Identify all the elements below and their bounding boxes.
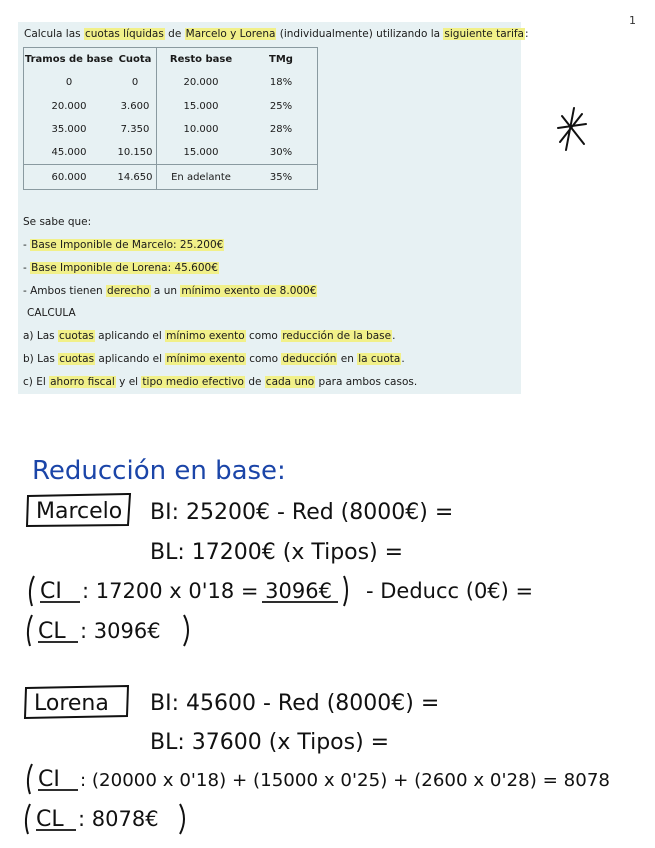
table-row	[24, 165, 318, 189]
marcelo-ci-label: CI	[40, 579, 62, 604]
intro-highlight-3: siguiente tarifa	[444, 28, 524, 40]
table-cell: 45.000	[51, 147, 87, 159]
question-highlight: cuotas	[59, 353, 95, 365]
question-highlight: tipo medio efectivo	[142, 376, 244, 388]
lorena-name: Lorena	[34, 691, 109, 716]
marcelo-ci-expr: : 17200 x 0'18 = 3096€	[82, 579, 332, 603]
intro-text	[24, 28, 529, 40]
table-cell: 30%	[269, 147, 293, 159]
table-cell: 15.000	[183, 147, 219, 159]
bracket	[30, 576, 34, 606]
question-a	[23, 330, 395, 342]
intro-highlight-1: cuotas líquidas	[84, 28, 164, 40]
statement-marcelo-base	[23, 239, 224, 251]
calcula-heading: CALCULA	[27, 307, 76, 319]
exercise-statement	[18, 22, 529, 394]
table-row	[24, 118, 318, 141]
lorena-cl-label: CL	[36, 807, 64, 832]
statement-prefix: -	[23, 239, 31, 251]
question-text: y el	[115, 376, 142, 388]
lorena-bl-line: BL: 37600 (x Tipos) =	[150, 730, 390, 755]
lorena-ci-label: CI	[38, 767, 60, 792]
intro-mid-1: de	[164, 28, 185, 40]
table-cell: 25%	[269, 100, 293, 112]
table-row	[24, 95, 318, 118]
intro-highlight-2: Marcelo y Lorena	[185, 28, 276, 40]
statement-minimo-exento	[23, 285, 317, 297]
marcelo-bi-line: BI: 25200€ - Red (8000€) =	[150, 500, 454, 525]
question-highlight: mínimo exento	[166, 330, 245, 342]
statement-highlight: derecho	[107, 285, 150, 297]
question-text: aplicando el	[95, 353, 166, 365]
statement-mid: a un	[150, 285, 181, 297]
question-text: como	[245, 330, 282, 342]
question-text: como	[245, 353, 282, 365]
statement-lorena-base	[23, 262, 219, 274]
marcelo-cl-value: : 3096€	[80, 619, 161, 643]
intro-post: :	[525, 28, 529, 40]
table-cell: 15.000	[183, 100, 219, 112]
table-row	[24, 141, 318, 165]
statement-prefix: - Ambos tienen	[23, 285, 107, 297]
statement-prefix: -	[23, 262, 31, 274]
question-text: para ambos casos.	[315, 376, 418, 388]
question-b	[23, 353, 405, 365]
intro-pre: Calcula las	[24, 28, 84, 40]
table-cell: 3.600	[114, 95, 157, 118]
question-highlight: mínimo exento	[166, 353, 245, 365]
table-cell: 20.000	[183, 77, 219, 89]
bracket	[26, 804, 30, 834]
marcelo-name: Marcelo	[36, 499, 123, 524]
statement-highlight: Base Imponible de Lorena: 45.600€	[31, 262, 218, 274]
bracket	[28, 615, 32, 646]
col-header-tmg: TMg	[269, 54, 293, 66]
statement-highlight: Base Imponible de Marcelo: 25.200€	[31, 239, 224, 251]
question-text: .	[392, 330, 396, 342]
star-mark-icon	[552, 104, 592, 154]
table-cell: 60.000	[24, 165, 115, 189]
question-highlight: reducción de la base	[282, 330, 392, 342]
col-header-cuota: Cuota	[114, 48, 157, 72]
col-header-resto: Resto base	[169, 54, 233, 66]
marcelo-cl-label: CL	[38, 619, 66, 644]
question-highlight: cuotas	[58, 330, 94, 342]
table-row	[24, 71, 318, 94]
col-header-tramos: Tramos de base	[24, 54, 114, 66]
question-c	[23, 376, 417, 388]
lorena-bi-line: BI: 45600 - Red (8000€) =	[150, 691, 440, 716]
table-cell: 7.350	[114, 118, 157, 141]
intro-mid-2: (individualmente) utilizando la	[276, 28, 444, 40]
question-text: aplicando el	[94, 330, 166, 342]
marcelo-bl-line: BL: 17200€ (x Tipos) =	[150, 540, 404, 565]
question-highlight: cada uno	[265, 376, 315, 388]
question-text: b) Las	[23, 353, 59, 365]
heading-reduccion-en-base: Reducción en base:	[32, 456, 286, 486]
question-text: en	[337, 353, 358, 365]
table-header-row	[24, 48, 318, 72]
table-cell: En adelante	[157, 165, 246, 189]
statement-highlight: mínimo exento de 8.000€	[181, 285, 317, 297]
question-text: de	[244, 376, 265, 388]
table-cell: 0	[65, 77, 73, 89]
table-cell: 35.000	[51, 124, 87, 136]
table-cell: 0	[114, 71, 157, 94]
lorena-ci-expr: : (20000 x 0'18) + (15000 x 0'25) + (2600 x 0'28) = 8078	[80, 770, 610, 791]
handwritten-solution	[0, 440, 655, 848]
question-text: c) El	[23, 376, 50, 388]
table-cell: 10.150	[114, 141, 157, 165]
table-cell: 28%	[269, 124, 293, 136]
handwriting-canvas	[0, 440, 655, 848]
page-number: 1	[629, 14, 636, 27]
question-text: a) Las	[23, 330, 58, 342]
question-highlight: ahorro fiscal	[50, 376, 115, 388]
lorena-cl-value: : 8078€	[78, 807, 159, 831]
bracket	[28, 764, 32, 794]
question-highlight: la cuota	[358, 353, 401, 365]
table-cell: 35%	[245, 165, 318, 189]
se-sabe-text: Se sabe que:	[23, 216, 92, 228]
question-text: .	[401, 353, 405, 365]
tax-rate-table	[23, 47, 318, 190]
table-cell: 14.650	[114, 165, 157, 189]
question-highlight: deducción	[282, 353, 337, 365]
table-cell: 20.000	[51, 100, 87, 112]
table-cell: 10.000	[183, 124, 219, 136]
marcelo-deducc: - Deducc (0€) =	[366, 579, 534, 603]
table-cell: 18%	[269, 77, 293, 89]
